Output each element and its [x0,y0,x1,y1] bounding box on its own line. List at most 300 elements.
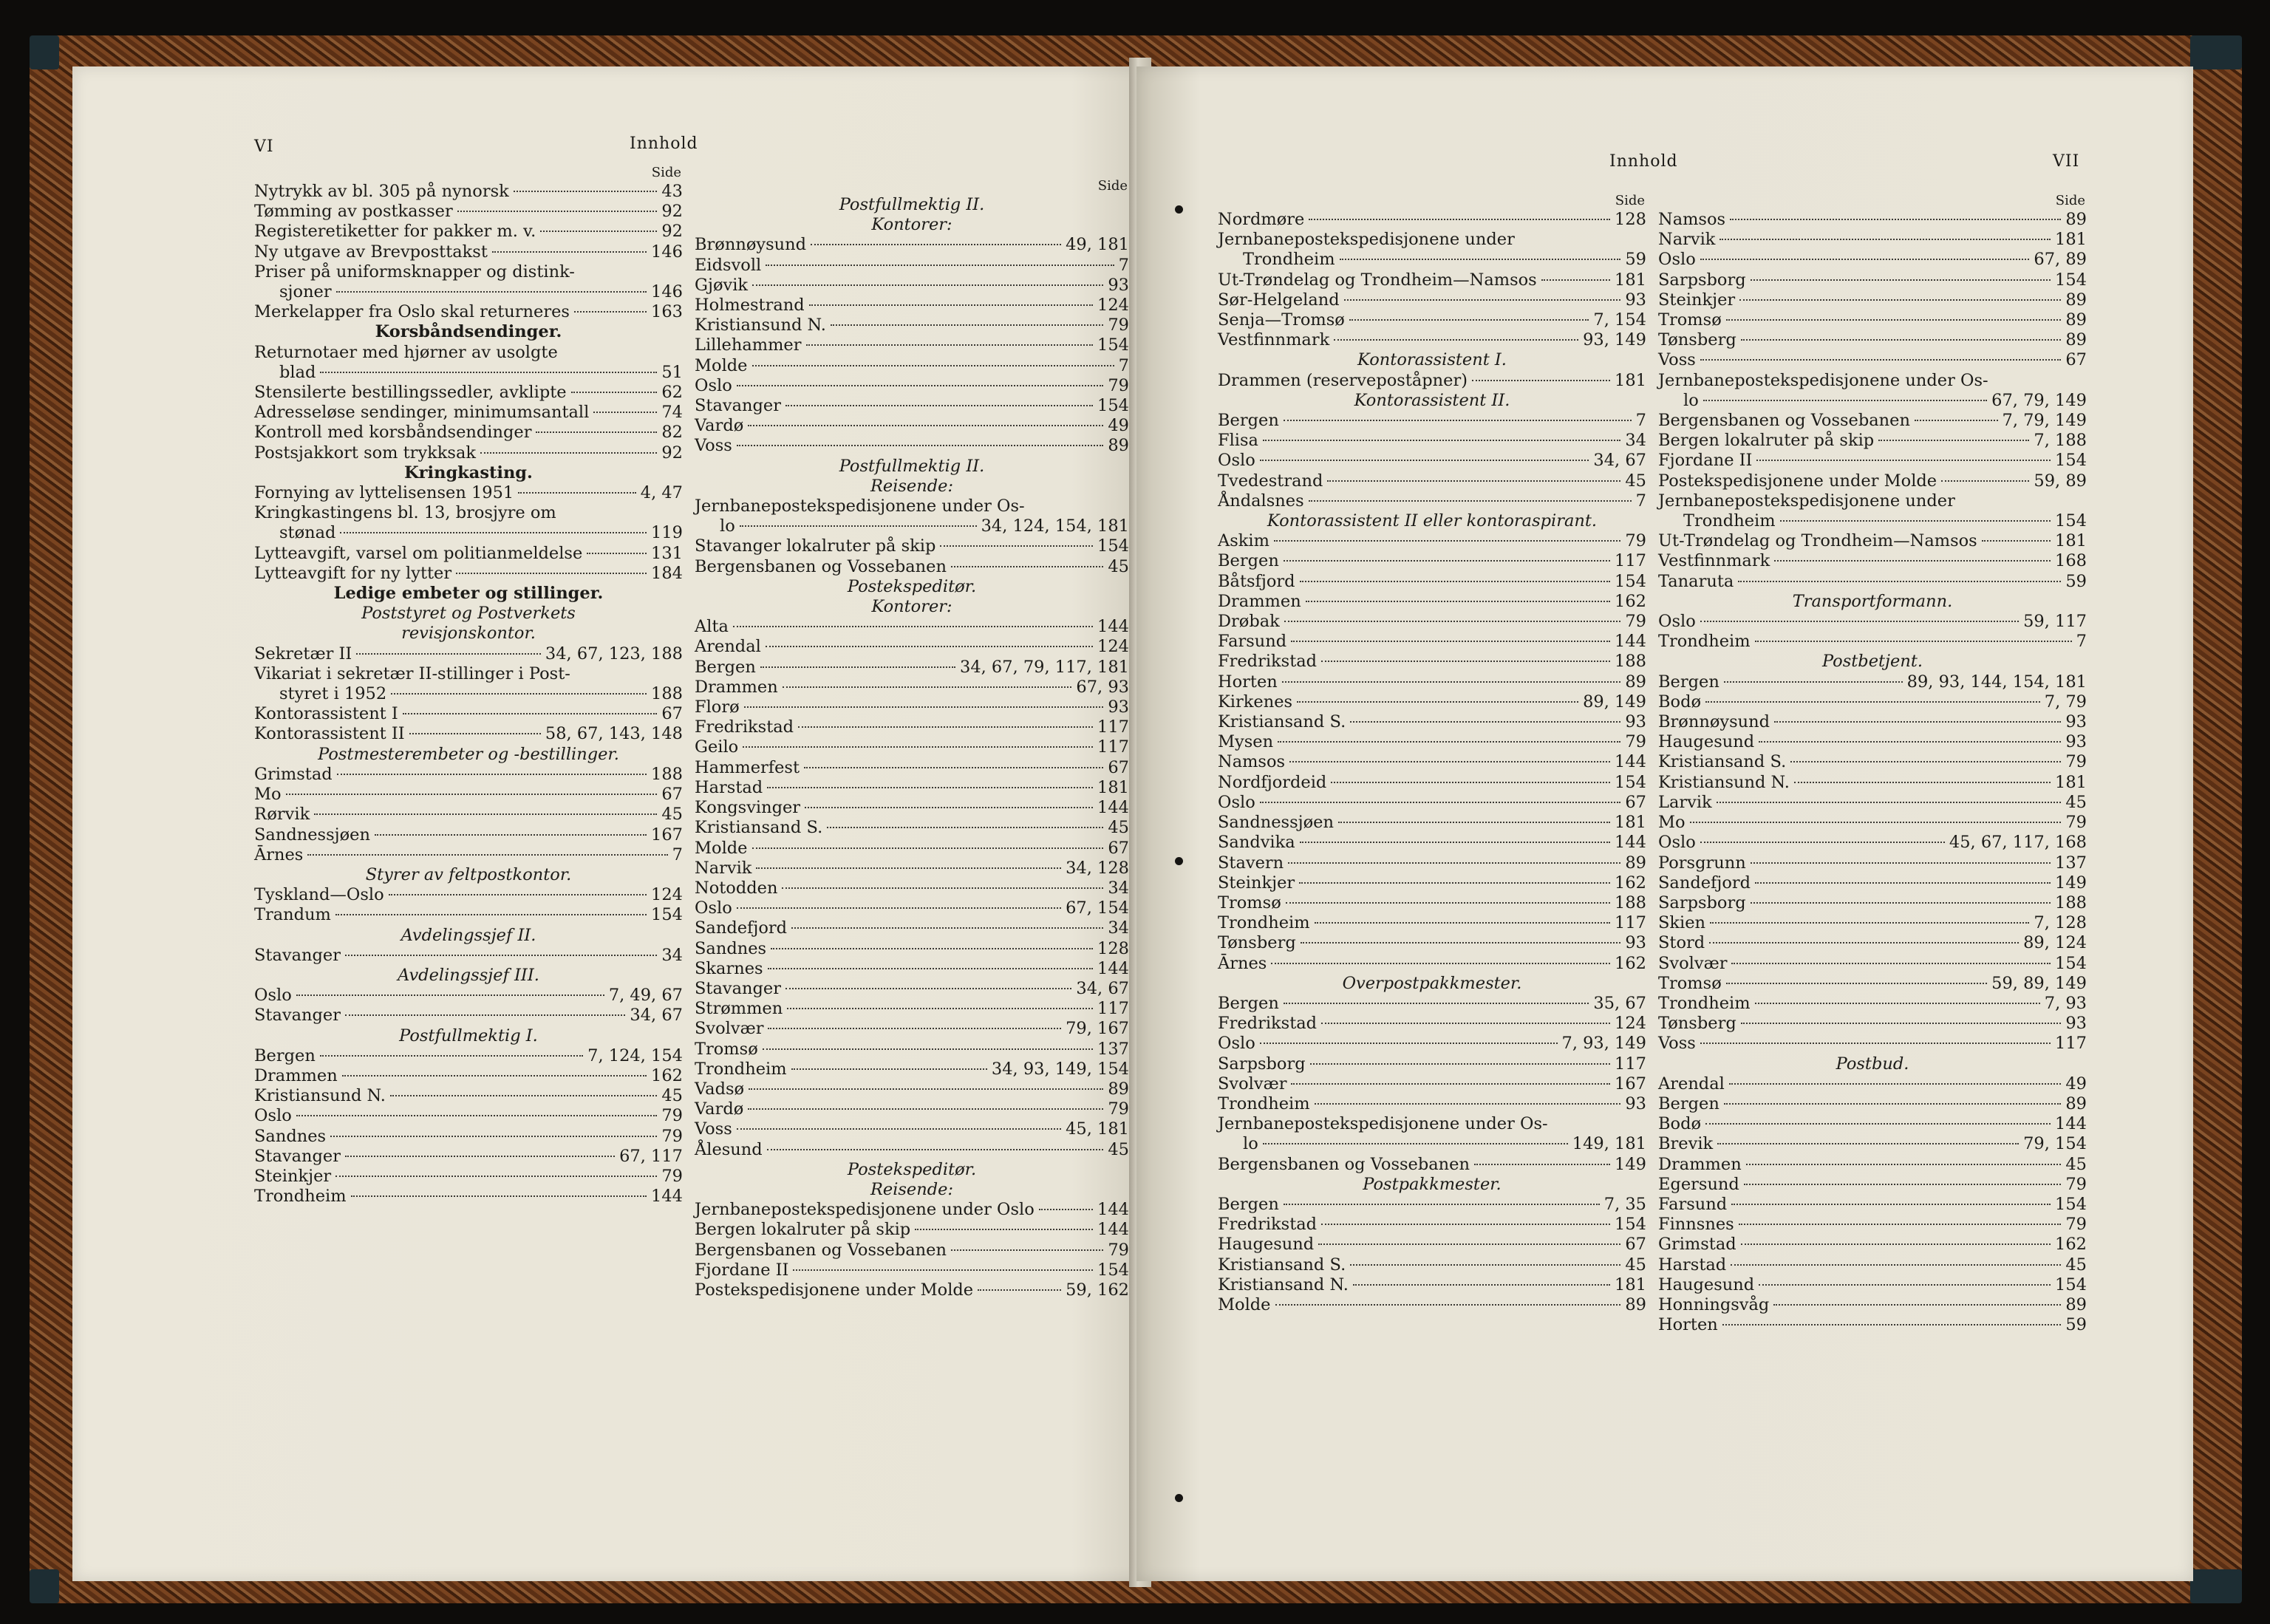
entry-label: Oslo [1658,612,1696,632]
dot-leader [1755,641,2072,642]
toc-entry [254,1106,683,1126]
subsection-heading: Kontorassistent II eller kontoraspirant. [1267,511,1598,531]
cover-corner-bottom-right [2190,1569,2242,1603]
side-header: Side [1615,193,1645,208]
dot-leader [743,746,1093,748]
dot-leader [1039,1209,1093,1210]
dot-leader [752,365,1114,366]
dot-leader [296,1115,658,1116]
toc-entry [695,737,1129,757]
toc-entry [695,396,1129,416]
toc-entry [254,523,683,543]
entry-label: Bergen [695,657,756,677]
toc-column [1658,192,2087,1335]
page-ref: 124 [1615,1014,1646,1034]
toc-entry [254,242,683,262]
toc-entry [695,335,1129,355]
dot-leader [1731,1264,2061,1266]
toc-entry [254,1147,683,1167]
right-page [1136,66,2193,1581]
toc-entry [254,785,683,805]
toc-entry [1658,833,2087,853]
toc-entry [1218,270,1646,290]
dot-leader [752,847,1104,849]
page-ref: 89 [1625,853,1646,873]
dot-leader [1741,1243,2051,1245]
toc-entry [1658,732,2087,752]
page-ref: 79, 154 [2023,1134,2087,1154]
dot-leader [1474,1164,1610,1165]
dot-leader [1724,681,1903,683]
dot-leader [1705,1123,2051,1125]
toc-entry-line: Jernbanepostekspedisjonene under [1658,491,1955,511]
dot-leader [752,284,1103,286]
page-ref: 7 [1118,255,1129,275]
toc-entry [1218,1215,1646,1235]
page-ref: 124 [1097,637,1129,657]
page-ref: 154 [1097,1260,1129,1280]
toc-entry [1658,531,2087,551]
page-ref: 45 [1625,471,1646,491]
page-ref: 137 [2055,853,2087,873]
entry-label: Sandnessjøen [1218,813,1334,833]
entry-label: Drøbak [1218,612,1280,632]
dot-leader [766,265,1114,266]
subsection-heading: Reisende: [870,1179,954,1199]
page-ref: 45, 181 [1066,1119,1129,1139]
entry-label: Brønnøysund [1658,712,1770,732]
entry-label: Stavern [1218,853,1284,873]
page-ref: 89, 93, 144, 154, 181 [1906,672,2087,692]
toc-entry [1218,1074,1646,1094]
page-ref: 45 [2065,792,2087,812]
dot-leader [771,948,1093,949]
dot-leader [1353,1284,1610,1286]
page-ref: 79 [2065,813,2087,833]
entry-label: Trondheim [1243,250,1335,270]
dot-leader [940,545,1093,547]
dot-leader [1340,259,1621,260]
dot-leader [1759,741,2061,743]
page-ref: 34, 67 [630,1006,683,1026]
toc-column [254,164,683,1207]
dot-leader [345,955,657,956]
dot-leader [389,894,647,895]
entry-label: Kristiansand S. [1658,752,1787,772]
page-ref: 7, 79 [2044,692,2087,712]
page-ref: 7, 79, 149 [2002,411,2087,431]
page-ref: 34, 124, 154, 181 [981,516,1129,536]
page-ref: 89 [2065,1294,2087,1314]
cover-corner-top-right [2190,35,2242,69]
page-ref: 162 [1615,953,1646,973]
page-ref: 34 [1108,878,1129,898]
toc-entry [1658,451,2087,471]
page-ref: 154 [1615,571,1646,591]
page-ref: 45 [661,1086,683,1106]
toc-entry [1218,833,1646,853]
entry-label: Vardø [695,416,744,436]
page-ref: 149 [2055,873,2087,893]
entry-label: Vestfinnmark [1218,330,1330,350]
entry-label: Holmestrand [695,296,805,315]
entry-label: Skien [1658,913,1706,933]
entry-label: lo [720,516,735,536]
toc-entry [1218,310,1646,330]
toc-entry [254,363,683,383]
toc-entry [254,383,683,403]
entry-label: Namsos [1658,210,1726,229]
page-ref: 34, 93, 149, 154 [991,1059,1129,1079]
subsection-heading: Postbetjent. [1821,652,1923,672]
toc-entry [1658,431,2087,451]
toc-entry-line: Jernbanepostekspedisjonene under Os- [695,497,1025,516]
dot-leader [1274,540,1620,542]
entry-label: Molde [695,355,748,375]
toc-entry [1658,773,2087,793]
cover-corner-top-left [30,35,59,69]
toc-entry [1218,672,1646,692]
page-ref: 93 [1108,697,1129,717]
entry-label: Brevik [1658,1134,1714,1154]
subsection-heading: Postfullmektig I. [399,1026,538,1045]
toc-entry [254,1187,683,1207]
entry-label: Eidsvoll [695,255,762,275]
toc-entry [254,765,683,785]
page-ref: 4, 47 [640,483,683,503]
toc-entry [1218,853,1646,873]
entry-label: Fjordane II [695,1260,789,1280]
page-ref: 93 [1625,290,1646,310]
page-ref: 119 [651,523,683,543]
entry-label: Tromsø [695,1039,758,1059]
page-ref: 59, 117 [2023,612,2087,632]
entry-label: Finnsnes [1658,1215,1734,1235]
dot-leader [1291,641,1610,642]
toc-entry [1658,933,2087,953]
toc-entry [695,1040,1129,1060]
subsection-heading: Avdelingssjef III. [398,965,539,985]
page-ref: 137 [1097,1039,1129,1059]
toc-entry [1218,652,1646,672]
toc-entry [1658,511,2087,531]
dot-leader [1321,1224,1610,1225]
entry-label: Lillehammer [695,335,802,355]
toc-entry [1658,813,2087,833]
page-ref: 154 [2055,511,2087,531]
entry-label: Postekspedisjonene under Molde [1658,471,1937,491]
page-ref: 67, 154 [1066,898,1129,918]
subsection-heading: Postfullmektig II. [839,456,985,476]
entry-label: Vestfinnmark [1658,551,1770,571]
entry-label: Mo [254,785,282,805]
toc-entry-line: Jernbanepostekspedisjonene under Os- [1658,370,1988,390]
entry-label: Registeretiketter for pakker m. v. [254,222,536,242]
entry-label: Trondheim [1218,1094,1310,1113]
dot-leader [791,1068,987,1070]
toc-entry [1658,873,2087,893]
dot-leader [978,1289,1061,1291]
page-ref: 163 [651,302,683,322]
toc-entry [1658,270,2087,290]
entry-label: styret i 1952 [279,684,387,704]
dot-leader [1310,1063,1610,1065]
page-ref: 34 [1625,431,1646,451]
entry-label: Mysen [1218,732,1274,752]
page-ref: 181 [1615,270,1646,290]
dot-leader [1700,259,2030,260]
dot-leader [1338,822,1610,823]
entry-label: Åndalsnes [1218,491,1304,511]
entry-label: Tromsø [1658,310,1722,330]
entry-label: Bergen [254,1045,316,1065]
entry-label: Sandefjord [695,918,788,938]
toc-entry [695,1140,1129,1160]
toc-entry [695,256,1129,276]
page-ref: 67, 89 [2034,250,2087,270]
entry-label: Kontorassistent I [254,704,398,724]
toc-entry [1658,250,2087,270]
entry-label: Horten [1218,672,1278,692]
page-ref: 146 [651,282,683,302]
toc-entry [254,724,683,744]
entry-label: Oslo [1218,1034,1255,1054]
page-ref: 93 [2065,732,2087,752]
dot-leader [345,1014,625,1016]
page-ref: 128 [1615,210,1646,229]
subsection-heading: Kontorassistent II. [1354,390,1510,410]
dot-leader [1291,1083,1610,1085]
dot-leader [1717,802,2062,803]
dot-leader [540,231,657,232]
page-ref: 89 [2065,210,2087,229]
toc-entry [254,644,683,664]
toc-entry [1658,1295,2087,1315]
entry-label: Bergensbanen og Vossebanen [1218,1154,1470,1174]
entry-label: Voss [1658,1034,1696,1054]
toc-entry [695,315,1129,335]
dot-leader [733,626,1093,627]
entry-label: Egersund [1658,1174,1739,1194]
entry-label: Drammen [254,1065,338,1085]
dot-leader [1755,1003,2040,1004]
toc-entry [1218,451,1646,471]
toc-entry [1218,813,1646,833]
dot-leader [409,733,541,734]
toc-entry [1658,290,2087,310]
entry-label: Bergen [1658,672,1719,692]
page-ref: 154 [2055,953,2087,973]
toc-entry [695,516,1129,536]
dot-leader [787,1008,1093,1009]
page-ref: 34, 67 [1076,978,1129,998]
page-ref: 89 [1625,1294,1646,1314]
book-cover [30,35,2242,1603]
toc-entry [254,202,683,222]
toc-entry [1218,1295,1646,1315]
section-heading: Korsbåndsendinger. [375,322,562,342]
subsection-heading: revisjonskontor. [401,624,536,644]
dot-leader [1794,782,2051,783]
dot-leader [457,211,658,212]
entry-label: Drammen [695,677,778,697]
entry-label: Molde [695,838,748,858]
toc-entry [1218,210,1646,230]
entry-label: Bergen [1218,551,1279,571]
page-ref: 167 [651,825,683,845]
page-ref: 117 [1615,1054,1646,1074]
dot-leader [320,1055,583,1057]
toc-entry-line: Kringkastingens bl. 13, brosjyre om [254,503,556,523]
entry-label: Fredrikstad [1218,1014,1318,1034]
toc-entry [1658,391,2087,411]
page-ref: 181 [2055,230,2087,250]
entry-label: Nordmøre [1218,210,1305,229]
entry-label: Skarnes [695,958,763,978]
entry-label: Svolvær [1218,1074,1287,1094]
toc-entry [254,182,683,202]
toc-entry [1218,1054,1646,1074]
toc-entry [1658,310,2087,330]
dot-leader [915,1229,1093,1230]
entry-label: Postsjakkort som trykksak [254,443,477,463]
page-ref: 92 [661,222,683,242]
page-ref: 45 [1108,556,1129,576]
entry-label: Fjordane II [1658,451,1753,471]
entry-label: Tyskland—Oslo [254,885,384,905]
dot-leader [805,807,1093,808]
toc-entry [695,697,1129,717]
dot-leader [456,573,647,574]
toc-entry [1658,672,2087,692]
page-ref: 188 [651,764,683,784]
toc-entry [1218,1275,1646,1295]
page-ref: 89, 149 [1583,692,1646,712]
toc-entry [1218,411,1646,431]
dot-leader [492,251,647,253]
entry-label: Merkelapper fra Oslo skal returneres [254,302,570,322]
entry-label: Stavanger lokalruter på skip [695,536,936,556]
dot-leader [1741,339,2062,341]
toc-entry [695,999,1129,1019]
entry-label: Grimstad [1658,1235,1736,1255]
toc-entry [1218,1014,1646,1034]
page-ref: 7, 35 [1603,1194,1646,1214]
entry-label: Nytrykk av bl. 305 på nynorsk [254,182,509,201]
page-ref: 7 [2076,632,2087,652]
page-ref: 93, 149 [1583,330,1646,350]
entry-label: Arendal [695,637,761,657]
toc-entry [254,302,683,322]
page-ref: 93 [1625,933,1646,953]
entry-label: Senja—Tromsø [1218,310,1345,330]
toc-entry [695,1119,1129,1139]
toc-entry [1658,1134,2087,1154]
toc-entry [695,758,1129,778]
toc-entry [695,859,1129,878]
section-heading: Ledige embeter og stillinger. [333,584,604,604]
page-ref: 184 [651,563,683,583]
page-ref: 117 [1097,717,1129,737]
subsection-heading: Reisende: [870,476,954,496]
toc-entry [695,878,1129,898]
page-ref: 144 [1615,632,1646,652]
dot-leader [1774,560,2051,562]
page-ref: 92 [661,202,683,222]
page-ref: 79 [1108,375,1129,395]
entry-label: Oslo [1658,250,1696,270]
dot-leader [1472,380,1610,381]
page-ref: 35, 67 [1593,993,1646,1013]
page-ref: 92 [661,443,683,463]
page-ref: 131 [651,543,683,563]
toc-entry [1218,290,1646,310]
entry-label: Ålesund [695,1139,763,1159]
toc-list [1218,192,1646,1315]
toc-entry [1658,1014,2087,1034]
toc-list [254,164,683,1207]
entry-label: Bergen lokalruter på skip [1658,431,1875,451]
toc-entry [695,918,1129,938]
toc-entry [1218,1255,1646,1275]
dot-leader [314,813,657,815]
dot-leader [1260,1043,1558,1044]
entry-label: Molde [1218,1294,1271,1314]
dot-leader [1350,721,1620,723]
page-ref: 79 [661,1106,683,1126]
entry-label: Trondheim [1658,993,1751,1013]
page-ref: 144 [651,1187,683,1207]
entry-label: Oslo [695,375,732,395]
entry-label: stønad [279,523,336,543]
toc-entry [254,905,683,925]
dot-leader [791,927,1103,929]
page-ref: 59, 162 [1066,1280,1129,1300]
entry-label: Oslo [1658,833,1696,853]
toc-entry [695,436,1129,456]
entry-label: Tønsberg [1658,1014,1736,1034]
dot-leader [1309,219,1610,220]
dot-leader [335,914,647,915]
page-ref: 168 [2055,551,2087,571]
dot-leader [1297,701,1578,703]
toc-entry [1658,1215,2087,1235]
cover-corner-bottom-left [30,1569,59,1603]
dot-leader [1915,420,1998,421]
toc-entry-line: Jernbanepostekspedisjonene under [1218,230,1515,250]
page-ref: 45, 67, 117, 168 [1949,833,2087,853]
toc-entry [695,959,1129,979]
entry-label: Tønsberg [1218,933,1296,953]
punch-hole [1175,857,1183,865]
page-ref: 93 [1108,275,1129,295]
toc-entry [1658,1034,2087,1054]
entry-label: Trondheim [1218,913,1310,933]
entry-label: Kristiansund N. [1658,772,1790,792]
entry-label: Bergen [1658,1094,1719,1113]
entry-label: Kristiansand S. [1218,1255,1346,1275]
dot-leader [1739,1224,2062,1225]
toc-entry [1658,752,2087,772]
side-header: Side [651,165,681,180]
dot-leader [793,1269,1093,1271]
page-ref: 74 [661,403,683,423]
dot-leader [1717,1143,2019,1144]
toc-entry [254,845,683,865]
entry-label: Steinkjer [1658,290,1736,310]
entry-label: Farsund [1658,1194,1728,1214]
dot-leader [783,686,1072,688]
